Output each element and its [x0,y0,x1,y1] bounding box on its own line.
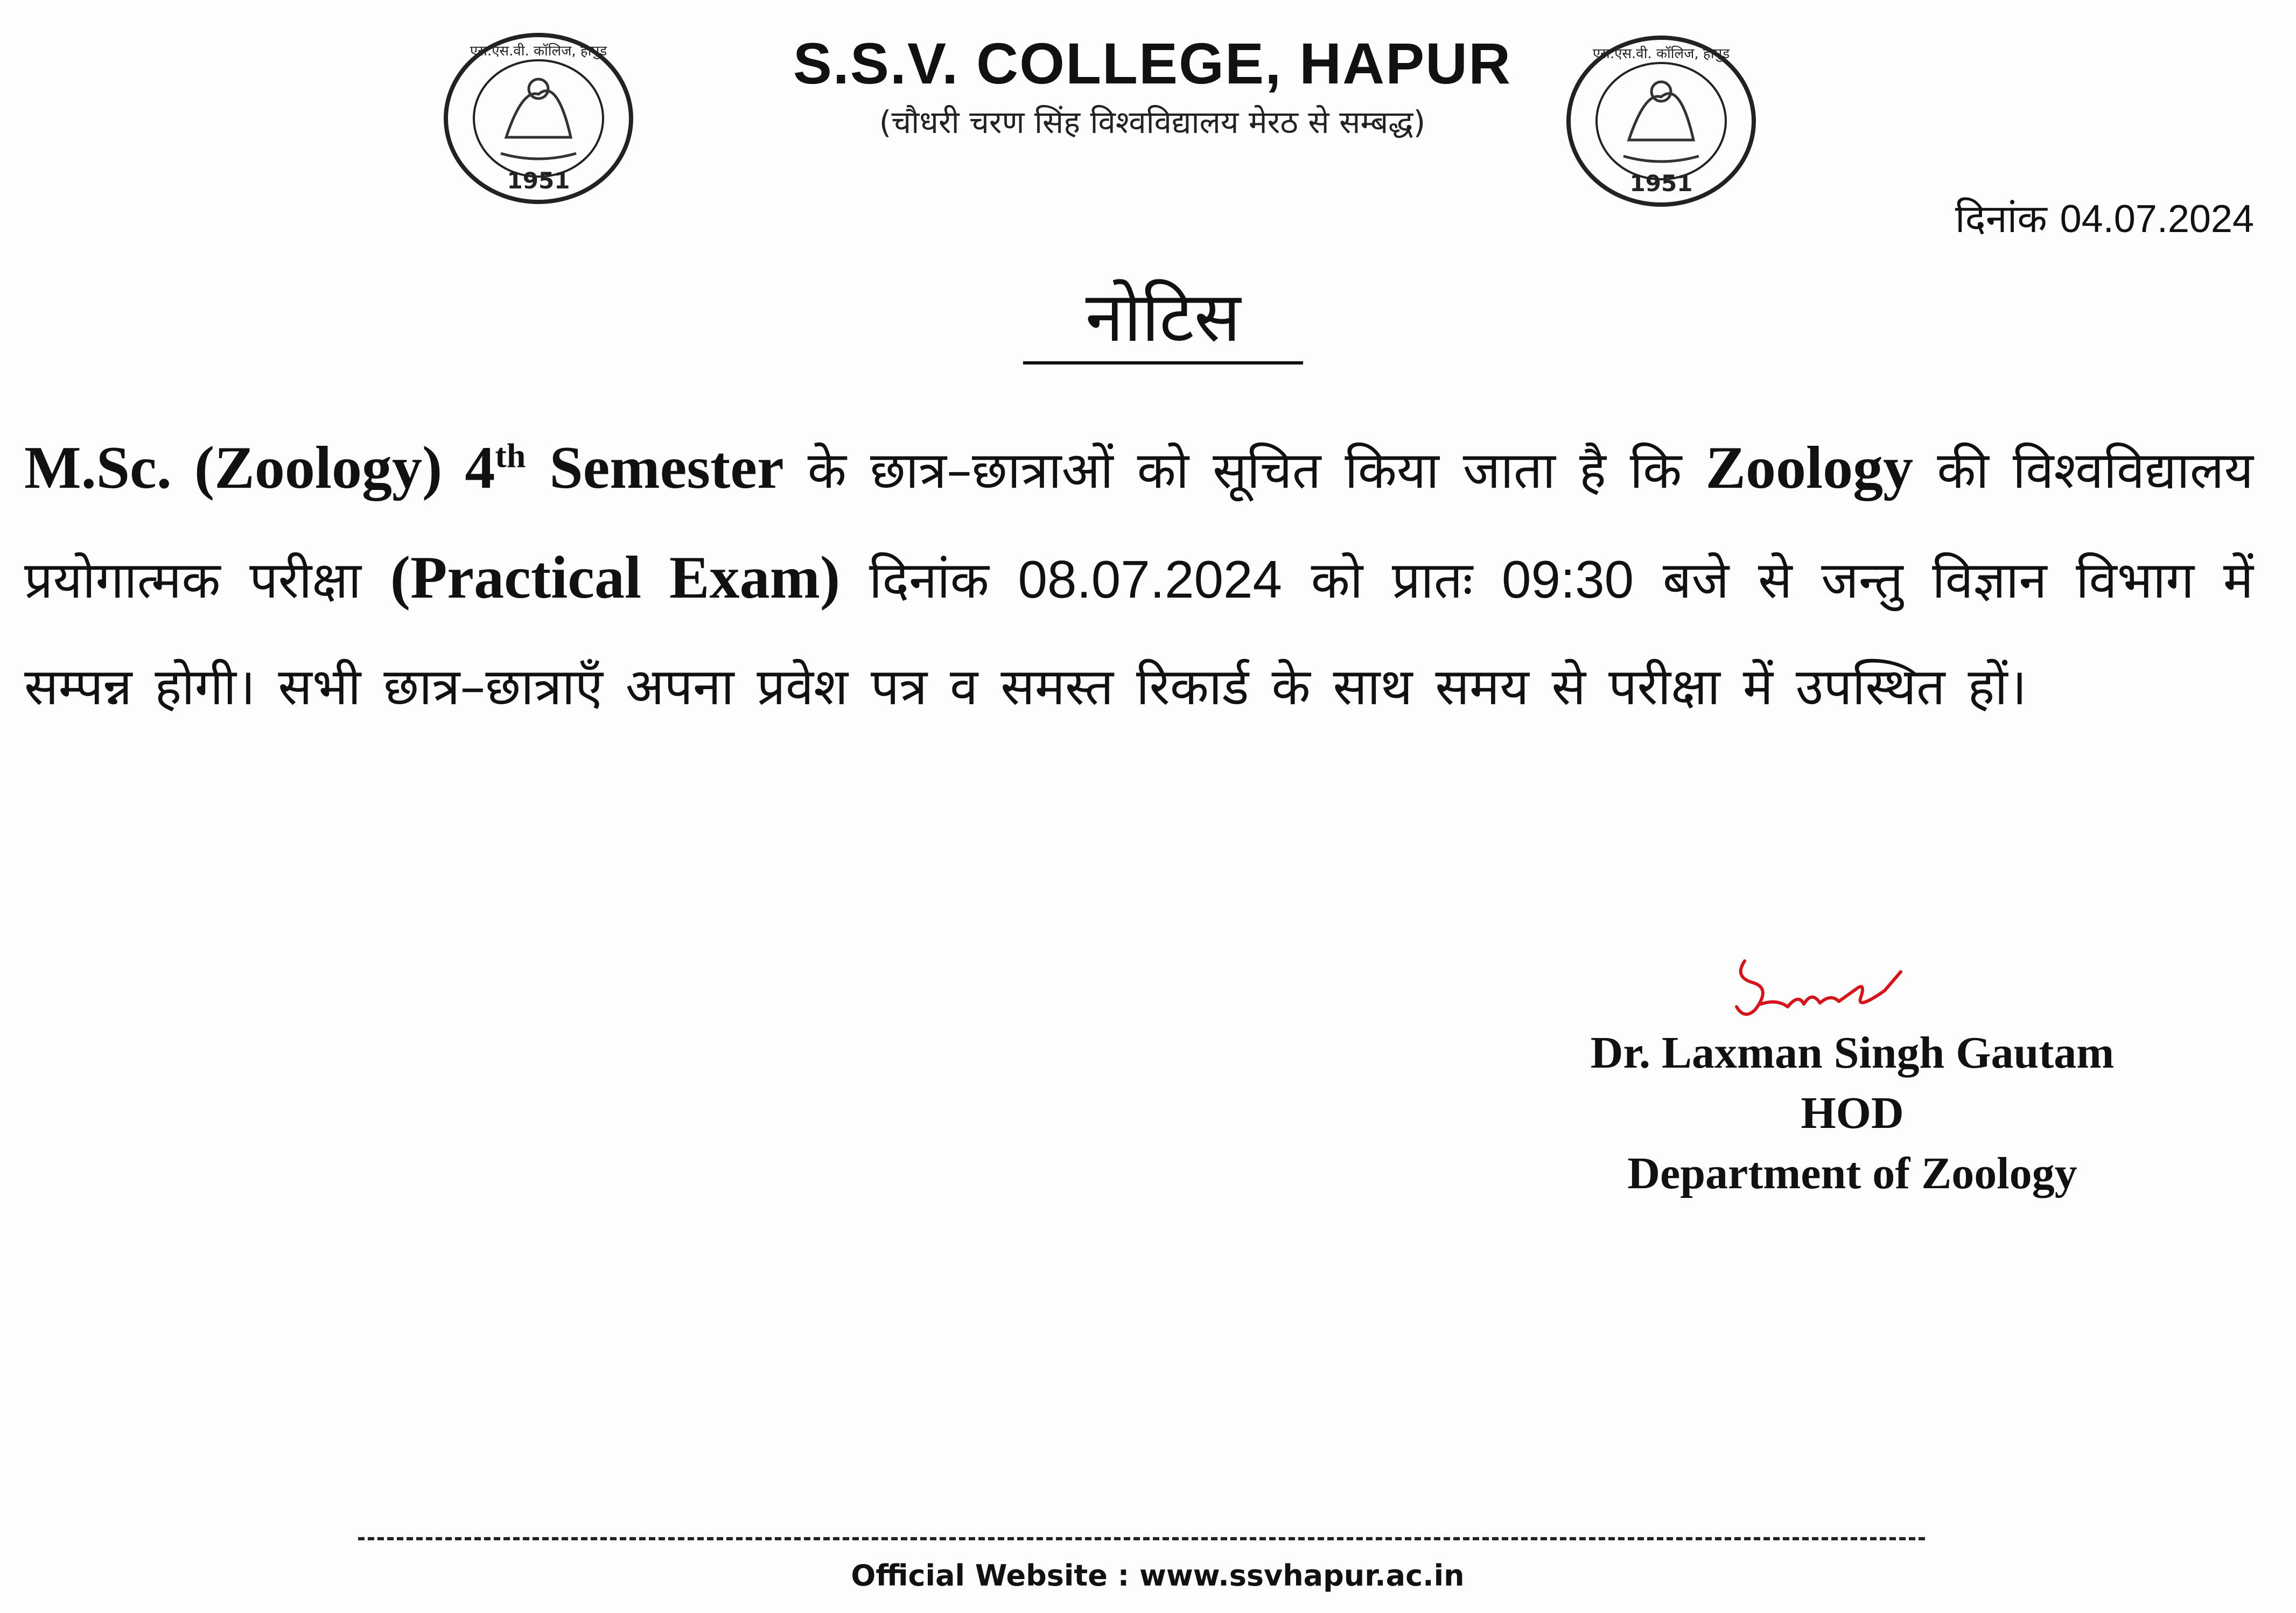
body-text-3: दिनांक [869,551,989,610]
exam-time: 09:30 [1501,550,1634,609]
college-seal-right-icon [1564,32,1758,210]
seal-year-right: 1951 [1629,170,1693,197]
course-sup: th [495,436,526,475]
seal-text-right: एस.एस.वी. कॉलिज, हापुड़ [1592,46,1730,62]
signatory-name: Dr. Laxman Singh Gautam [1590,1028,2115,1078]
semester-label: Semester [549,434,784,501]
footer-divider [358,1537,1925,1540]
notice-date [1955,191,2254,244]
notice-heading: नोटिस [1023,280,1303,364]
body-text-1: के छात्र–छात्राओं को सूचित किया जाता है कि [807,441,1682,500]
date-label: दिनांक [1955,196,2047,241]
notice-body [24,415,2253,741]
body-text-2: की विश्वविद्यालय प्रयोगात्मक परीक्षा [24,441,2253,610]
subject-name: Zoology [1705,434,1914,501]
signature-icon [1723,939,1928,1036]
college-name: S.S.V. COLLEGE, HAPUR [793,31,1512,96]
exam-date: 08.07.2024 [1018,550,1282,609]
signatory-department: Department of Zoology [1627,1148,2077,1198]
footer-website: Official Website : www.ssvhapur.ac.in [851,1559,1465,1593]
seal-text-left: एस.एस.वी. कॉलिज, हापुड़ [470,43,607,59]
exam-type: (Practical Exam) [390,544,841,611]
body-text-4: को प्रातः [1311,551,1473,610]
signatory-block [1508,1023,2197,1204]
affiliation-text: (चौधरी चरण सिंह विश्वविद्यालय मेरठ से सम्बद्ध) [879,104,1426,141]
seal-year-left: 1951 [507,167,570,194]
date-value: 04.07.2024 [2060,198,2254,241]
college-seal-left-icon [442,30,635,207]
course-name: M.Sc. (Zoology) 4th [24,434,526,501]
body-text-5: बजे से जन्तु विज्ञान विभाग में सम्पन्न होगी। सभी छात्र–छात्राएँ अपना प्रवेश पत्र व समस्त रिकार्ड के साथ समय से परीक्षा में उपस्थित हों। [24,551,2253,717]
signatory-designation: HOD [1801,1088,1904,1138]
